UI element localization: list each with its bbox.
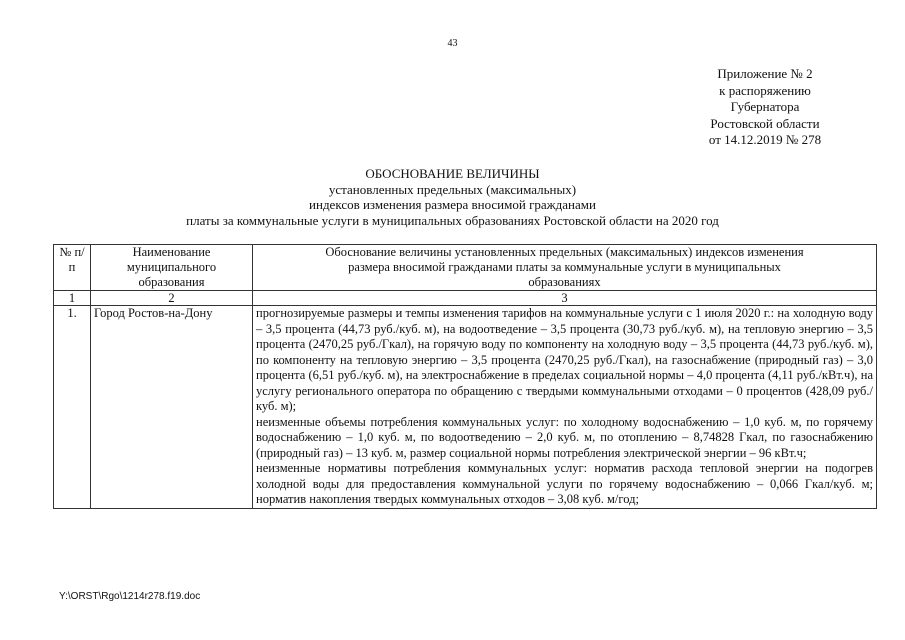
- justification-paragraph: неизменные объемы потребления коммунальных услуг: по холодному водоснабжению – 1,0 куб. м, по горячему водоснабжению – 1,0 куб. м, по водоотведению – 2,0 куб. м, по отоплению – 8,74828 Гкал, по газоснабжению (природный газ) – 13 куб. м, размер социальной нормы потребления электрической энергии – 96 кВт.ч;: [256, 414, 873, 460]
- row-municipality: Город Ростов-на-Дону: [91, 306, 253, 509]
- row-justification: [253, 306, 877, 509]
- title-line: ОБОСНОВАНИЕ ВЕЛИЧИНЫ: [365, 166, 540, 181]
- appendix-line: от 14.12.2019 № 278: [708, 132, 822, 147]
- justification-paragraph: неизменные нормативы потребления коммунальных услуг: норматив расхода тепловой энергии на подогрев холодной воды для предоставления коммунальной услуги по горячему водоснабжению – 0,066 Гкал/куб. м; норматив накопления твердых коммунальных отходов – 3,08 куб. м/год;: [256, 461, 873, 506]
- header-col-justification: Обоснование величины установленных предельных (максимальных) индексов изменения размера вносимой гражданами платы за коммунальные услуги в муниципальных образованиях: [253, 245, 877, 291]
- header-col-number: № п/п: [54, 245, 91, 291]
- column-number: 1: [54, 291, 91, 306]
- title-line: платы за коммунальные услуги в муниципальных образованиях Ростовской области на 2020 год: [186, 212, 719, 228]
- column-number-row: [54, 291, 877, 306]
- column-number: 2: [91, 291, 253, 306]
- appendix-block: [690, 66, 840, 149]
- justification-table: [53, 244, 877, 509]
- file-path-footer: Y:\ORST\Rgo\1214r278.f19.doc: [59, 591, 201, 602]
- appendix-line: Губернатора: [730, 99, 800, 114]
- column-number: 3: [253, 291, 877, 306]
- table-header-row: [54, 245, 877, 291]
- table-row: [54, 306, 877, 509]
- appendix-line: Ростовской области: [710, 115, 820, 131]
- document-title: [0, 166, 905, 228]
- justification-paragraph: прогнозируемые размеры и темпы изменения тарифов на коммунальные услуги с 1 июля 2020 г.: на холодную воду – 3,5 процента (44,73 руб./куб. м), на водоотведение – 3,5 процента (30,73 руб./куб. м), на тепловую энергию – 3,5 процента (2470,25 руб./Гкал), на горячую воду по компоненту на холодную воду – 3,5 процента (44,73 руб./куб. м), по компоненту на тепловую энергию – 3,5 процента (2470,25 руб./Гкал), на газоснабжение (природный газ) – 3,0 процента (6,51 руб./куб. м), на электроснабжение в пределах социальной нормы – 4,0 процента (4,11 руб./кВт.ч), на услугу регионального оператора по обращению с твердыми коммунальными отходами – 0 процентов (428,09 руб./куб. м);: [256, 306, 873, 413]
- appendix-line: к распоряжению: [719, 82, 811, 98]
- appendix-line: Приложение № 2: [717, 66, 813, 81]
- row-number: 1.: [54, 306, 91, 509]
- title-line: установленных предельных (максимальных): [328, 181, 577, 197]
- page-number: 43: [447, 38, 458, 49]
- header-col-municipality: Наименование муниципального образования: [91, 245, 253, 291]
- title-line: индексов изменения размера вносимой гражданами: [309, 197, 596, 212]
